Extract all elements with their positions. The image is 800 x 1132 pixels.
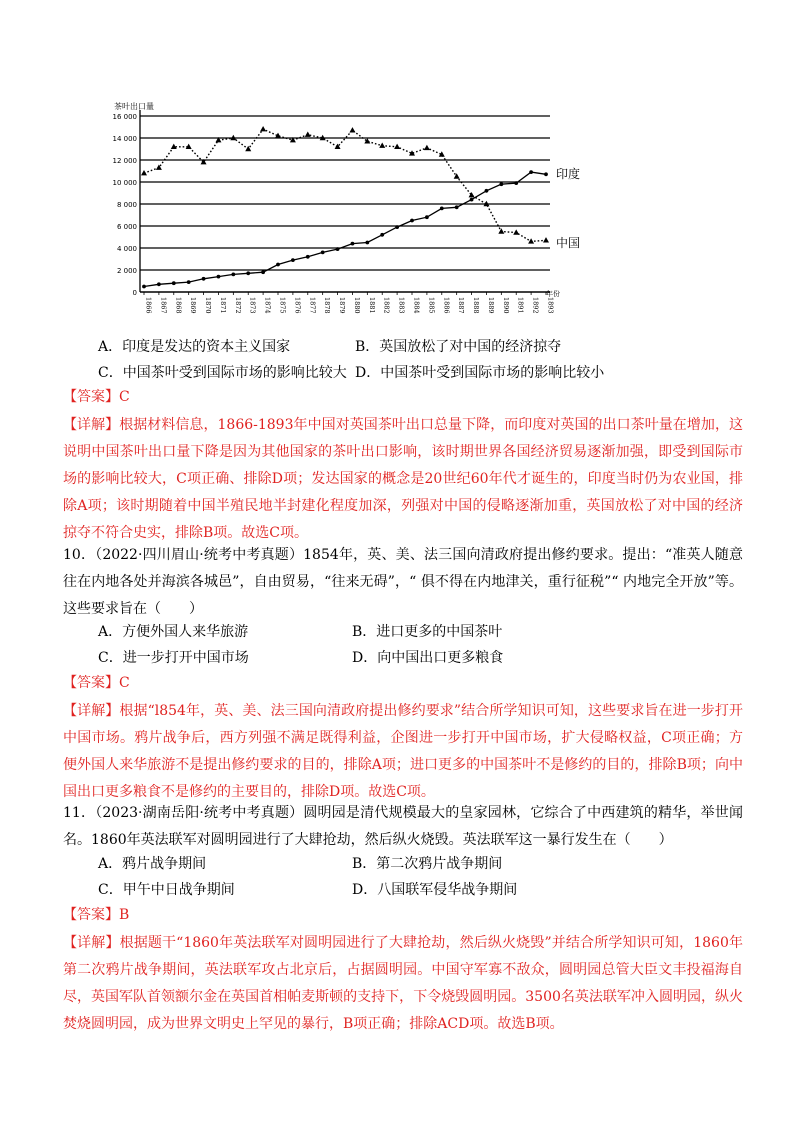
x-tick-label: 1893: [546, 297, 555, 314]
data-point-triangle: [528, 238, 534, 243]
data-point-dot: [291, 258, 295, 262]
data-point-dot: [544, 172, 548, 176]
data-point-dot: [142, 285, 146, 289]
y-tick-label: 0: [132, 289, 137, 297]
q9-detail-text: 根据材料信息，1866-1893年中国对英国茶叶出口总量下降，而印度对英国的出口茶叶量在增加，这说明中国茶叶出口量下降是因为其他国家的茶叶出口影响，该时期世界各国经济贸易逐渐加强，即受到国际市场的影响比较大，C项正确、排除D项；发达国家的概念是20世纪60年代才诞生的，印度当时仍为农业国，排除A项；该时期随着中国半殖民地半封建化程度加深，列强对中国的侵略逐渐加重，英国放松了对中国的经济掠夺不符合史实，排除B项。故选C项。: [63, 417, 743, 541]
q11-option-b: B．第二次鸦片战争期间: [352, 856, 503, 872]
q11-detail-tag: 【详解】: [63, 935, 120, 951]
x-tick-label: 1867: [159, 297, 168, 314]
y-axis-label: 茶叶出口量: [114, 102, 154, 111]
q10-detail-tag: 【详解】: [63, 703, 120, 719]
x-tick-label: 1874: [263, 297, 272, 314]
data-point-dot: [321, 251, 325, 255]
data-point-dot: [470, 198, 474, 202]
x-tick-label: 1875: [278, 297, 287, 314]
x-tick-label: 1886: [442, 297, 451, 314]
data-point-dot: [261, 270, 265, 274]
data-point-dot: [529, 170, 533, 174]
data-point-dot: [231, 273, 235, 277]
x-tick-label: 1888: [472, 297, 481, 314]
tea-export-chart: [110, 100, 610, 330]
q11-stem: 11．（2023·湖南岳阳·统考中考真题）圆明园是清代规模最大的皇家园林，它综合了中西建筑的精华，举世闻名。1860年英法联军对圆明园进行了大肆抢劫，然后纵火烧毁。英法联军这一暴行发生在（ ）: [63, 805, 743, 848]
data-point-dot: [425, 215, 429, 219]
data-point-triangle: [513, 229, 519, 234]
x-tick-label: 1873: [248, 297, 257, 314]
data-point-triangle: [260, 126, 266, 131]
y-tick-label: 16 000: [112, 113, 137, 121]
data-point-dot: [246, 271, 250, 275]
y-tick-label: 4 000: [116, 245, 137, 253]
x-tick-label: 1889: [486, 297, 495, 314]
q11-option-c: C．甲午中日战争期间: [98, 882, 235, 898]
x-tick-label: 1877: [308, 297, 317, 314]
data-point-dot: [276, 263, 280, 267]
data-point-dot: [455, 205, 459, 209]
x-tick-label: 1885: [427, 297, 436, 314]
y-tick-label: 6 000: [116, 223, 137, 231]
data-point-triangle: [364, 138, 370, 143]
x-tick-label: 1883: [397, 297, 406, 314]
data-point-triangle: [543, 237, 549, 242]
series-line: [144, 129, 546, 241]
y-tick-label: 14 000: [112, 135, 137, 143]
q9-option-b: B．英国放松了对中国的经济掠夺: [355, 339, 562, 355]
x-tick-label: 1866: [144, 297, 153, 314]
x-tick-label: 1878: [323, 297, 332, 314]
x-tick-label: 1890: [501, 297, 510, 314]
series-label: 中国: [556, 236, 581, 250]
tea-export-line-chart: [110, 100, 610, 330]
q10-option-d: D．向中国出口更多粮食: [352, 650, 504, 666]
x-tick-label: 1871: [218, 297, 227, 314]
series-label: 印度: [556, 167, 581, 181]
data-point-triangle: [349, 127, 355, 132]
data-point-dot: [395, 225, 399, 229]
data-point-triangle: [424, 145, 430, 150]
q11-detail: [63, 930, 743, 1038]
x-tick-label: 1870: [204, 297, 213, 314]
q9-option-d: D．中国茶叶受到国际市场的影响比较小: [355, 365, 605, 381]
data-point-dot: [187, 280, 191, 284]
q10-option-a: A．方便外国人来华旅游: [98, 624, 249, 640]
q10-detail: [63, 698, 743, 806]
q11-option-d: D．八国联军侵华战争期间: [352, 882, 518, 898]
x-tick-label: 1891: [516, 297, 525, 314]
y-tick-label: 8 000: [116, 201, 137, 209]
x-tick-label: 1876: [293, 297, 302, 314]
x-tick-label: 1872: [233, 297, 242, 314]
q9-option-a: A．印度是发达的资本主义国家: [98, 339, 291, 355]
q9-option-c: C．中国茶叶受到国际市场的影响比较大: [98, 365, 347, 381]
data-point-dot: [514, 181, 518, 185]
data-point-dot: [485, 189, 489, 193]
y-tick-label: 12 000: [112, 157, 137, 165]
q9-detail: [63, 412, 743, 547]
q10-detail-text: 根据“l854年，英、美、法三国向清政府提出修约要求”结合所学知识可知，这些要求旨在进一步打开中国市场。鸦片战争后，西方列强不满足既得利益，企图进一步打开中国市场，扩大侵略权益，C项正确；方便外国人来华旅游不是提出修约要求的目的，排除A项；进口更多的中国茶叶不是修约的目的，排除B项；向中国出口更多粮食不是修约的主要目的，排除D项。故选C项。: [63, 703, 743, 800]
q11-answer: 【答案】B: [63, 907, 130, 923]
q9-detail-tag: 【详解】: [63, 417, 120, 433]
q11-option-a: A．鸦片战争期间: [98, 856, 207, 872]
y-tick-label: 10 000: [112, 179, 137, 187]
x-tick-label: 1869: [189, 297, 198, 314]
x-tick-label: 1868: [174, 297, 183, 314]
x-tick-label: 1879: [338, 297, 347, 314]
data-point-triangle: [469, 192, 475, 197]
y-tick-label: 2 000: [116, 267, 137, 275]
q11-detail-text: 根据题干“1860年英法联军对圆明园进行了大肆抢劫，然后纵火烧毁”并结合所学知识可知，1860年第二次鸦片战争期间，英法联军攻占北京后，占据圆明园。中国守军寡不敌众，圆明园总管大臣文丰投福海自尽，英国军队首领额尔金在英国首相帕麦斯顿的支持下，下令烧毁圆明园。3500名英法联军冲入圆明园，纵火焚烧圆明园，成为世界文明史上罕见的暴行，B项正确；排除ACD项。故选B项。: [63, 935, 744, 1032]
x-tick-label: 1892: [531, 297, 540, 314]
data-point-dot: [157, 282, 161, 286]
data-point-dot: [217, 275, 221, 279]
data-point-dot: [336, 247, 340, 251]
x-tick-label: 1884: [412, 297, 421, 314]
x-tick-label: 1887: [457, 297, 466, 314]
data-point-dot: [380, 233, 384, 237]
data-point-dot: [172, 281, 176, 285]
x-tick-label: 1882: [382, 297, 391, 314]
data-point-dot: [202, 277, 206, 281]
data-point-dot: [306, 255, 310, 259]
x-axis-label: 年份: [546, 290, 560, 298]
data-point-triangle: [141, 170, 147, 175]
data-point-dot: [499, 182, 503, 186]
q10-stem: 10．（2022·四川眉山·统考中考真题）1854年，英、美、法三国向清政府提出修约要求。提出：“准英人随意往在内地各处并海滨各城邑”，自由贸易，“往来无碍”，“ 俱不得在内地津关，重行征税”“ 内地完全开放”等。这些要求旨在（ ）: [63, 547, 743, 617]
q10-option-b: B．进口更多的中国茶叶: [352, 624, 503, 640]
q9-answer: 【答案】C: [63, 389, 130, 405]
data-point-triangle: [498, 228, 504, 233]
x-tick-label: 1881: [367, 297, 376, 314]
data-point-triangle: [305, 132, 311, 137]
q10-option-c: C．进一步打开中国市场: [98, 650, 249, 666]
data-point-dot: [365, 241, 369, 245]
data-point-triangle: [379, 143, 385, 148]
x-tick-label: 1880: [352, 297, 361, 314]
data-point-dot: [440, 207, 444, 211]
q10-answer: 【答案】C: [63, 675, 130, 691]
data-point-dot: [351, 242, 355, 246]
data-point-triangle: [394, 144, 400, 149]
data-point-dot: [410, 219, 414, 223]
